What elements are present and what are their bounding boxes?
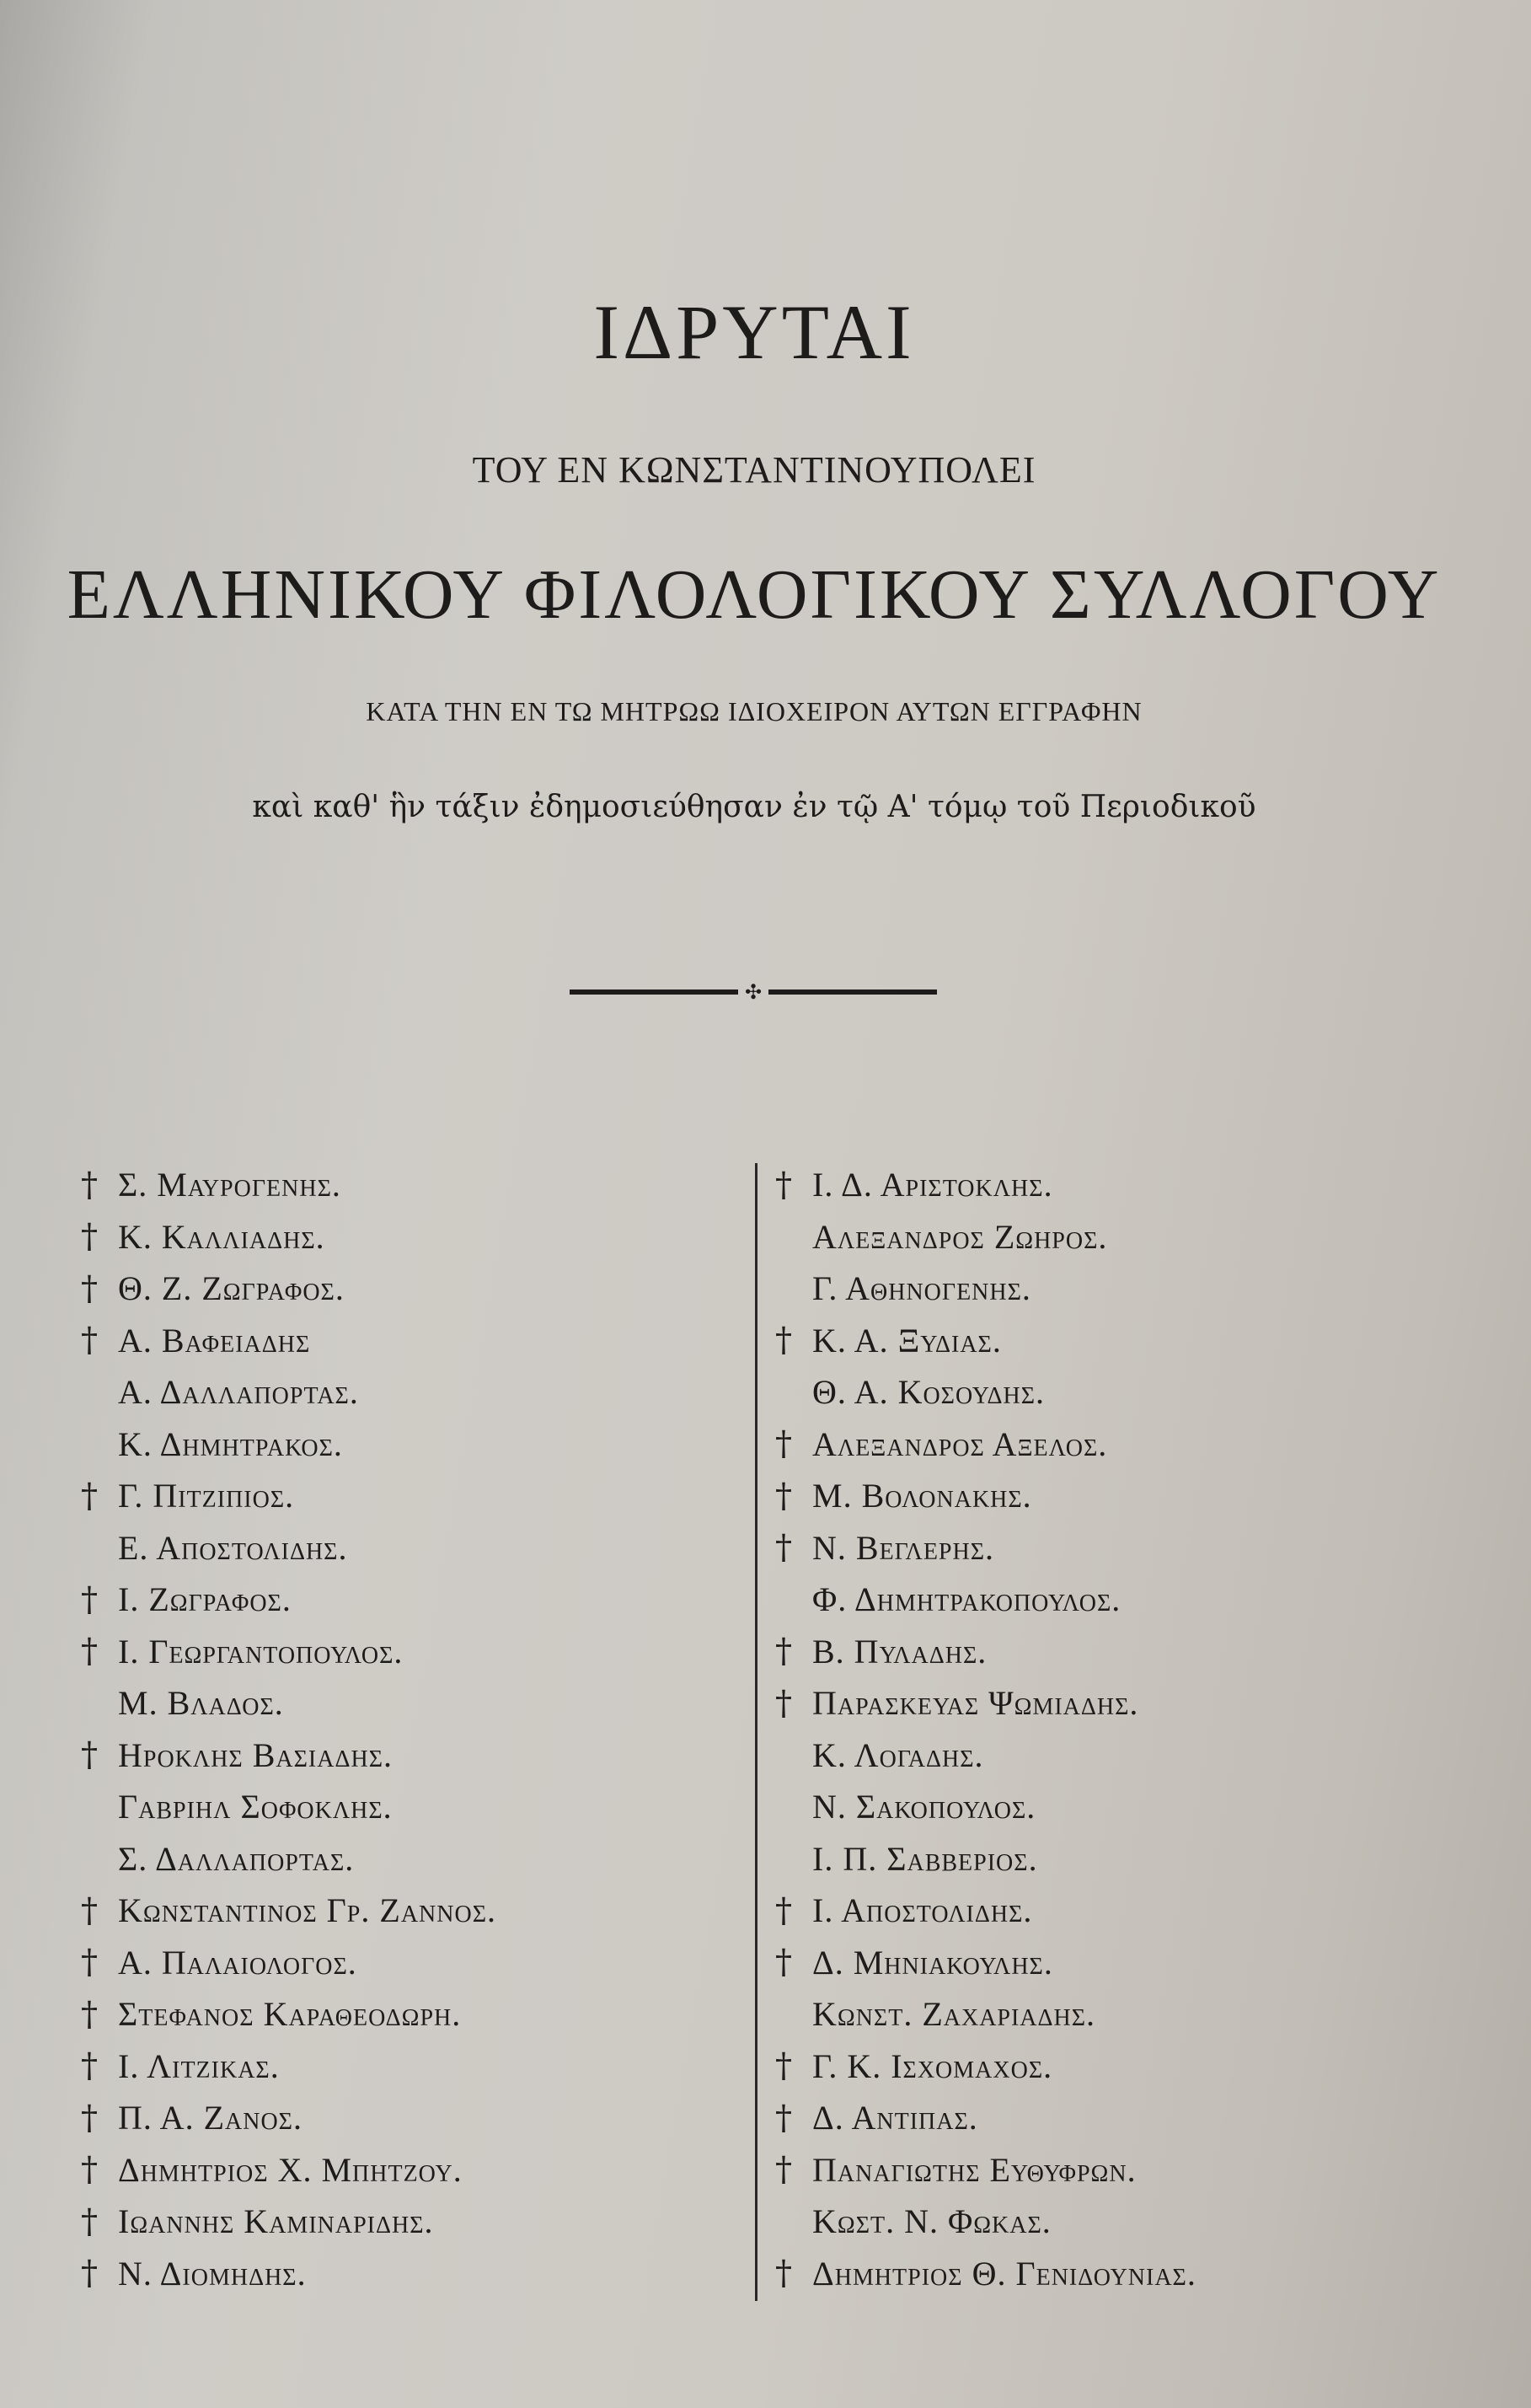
list-item — [775, 1263, 1449, 1315]
founder-name: Φ. Δημητρακοπουλος. — [812, 1580, 1121, 1619]
founder-name: Κ. Καλλιαδης. — [118, 1217, 325, 1256]
founder-name: Ι. Αποστολιδης. — [812, 1891, 1033, 1930]
list-item — [81, 1211, 755, 1263]
dagger-icon: † — [81, 1943, 98, 1982]
founder-name: Γ. Κ. Ισχομαχος. — [812, 2046, 1053, 2085]
founder-name: Κωστ. Ν. Φωκας. — [812, 2202, 1052, 2241]
founder-name: Ι. Ζωγραφος. — [118, 1580, 292, 1619]
founder-name: Ι. Γεωργαντοπουλος. — [118, 1632, 404, 1671]
founder-name: Σ. Δαλλαπορτας. — [118, 1839, 355, 1878]
dagger-icon: † — [81, 1632, 98, 1671]
list-item — [81, 1937, 755, 1989]
founder-name: Β. Πυλαδης. — [812, 1632, 988, 1671]
dagger-icon: † — [775, 1943, 792, 1982]
list-item — [775, 1574, 1449, 1626]
founder-name: Στεφανος Καραθεοδωρη. — [118, 1995, 462, 2034]
list-item — [81, 1730, 755, 1782]
dagger-icon: † — [81, 1268, 98, 1308]
dagger-icon: † — [775, 1321, 792, 1360]
founder-name: Θ. Ζ. Ζωγραφος. — [118, 1269, 345, 1308]
dagger-icon: † — [81, 1165, 98, 1204]
list-item — [81, 1833, 755, 1885]
dagger-icon: † — [81, 2202, 98, 2241]
list-item — [775, 1781, 1449, 1833]
ornament-rule — [570, 979, 937, 1005]
list-item — [775, 1988, 1449, 2041]
founder-name: Θ. Α. Κοσουδης. — [812, 1373, 1046, 1412]
dagger-icon: † — [775, 1476, 792, 1515]
list-item — [81, 1263, 755, 1315]
list-item — [81, 2041, 755, 2093]
list-item — [775, 2196, 1449, 2248]
list-item — [81, 1366, 755, 1419]
dagger-icon: † — [81, 1890, 98, 1930]
list-item — [775, 1730, 1449, 1782]
founder-name: Μ. Βλαδος. — [118, 1684, 284, 1723]
list-item — [775, 1315, 1449, 1367]
list-item — [81, 1885, 755, 1937]
column-divider — [755, 1163, 757, 2301]
dagger-icon: † — [81, 1735, 98, 1775]
dagger-icon: † — [775, 1165, 792, 1204]
founder-name: Κωνσταντινος Γρ. Ζαννος. — [118, 1891, 496, 1930]
founder-name: Π. Α. Ζανος. — [118, 2099, 302, 2137]
founder-name: Γαβριηλ Σοφοκλης. — [118, 1788, 393, 1826]
list-item — [775, 1885, 1449, 1937]
founder-name: Κ. Λογαδης. — [812, 1735, 984, 1774]
list-item — [81, 1470, 755, 1522]
dagger-icon: † — [775, 2046, 792, 2086]
list-item — [775, 1366, 1449, 1419]
dagger-icon: † — [775, 1632, 792, 1671]
founder-name: Κωνστ. Ζαχαριαδης. — [812, 1995, 1096, 2034]
ornament-bar-right — [768, 989, 937, 995]
founder-name: Ε. Αποστολιδης. — [118, 1528, 348, 1567]
list-item — [81, 1419, 755, 1471]
subtitle-society: ΕΛΛΗΝΙΚΟΥ ΦΙΛΟΛΟΓΙΚΟΥ ΣΥΛΛΟΓΟΥ — [67, 555, 1442, 634]
list-item — [775, 2092, 1449, 2144]
founder-name: Κ. Α. Ξυδιας. — [812, 1321, 1002, 1360]
founder-name: Δ. Μηνιακουλης. — [812, 1943, 1053, 1982]
founder-name: Α. Δαλλαπορτας. — [118, 1373, 359, 1412]
list-item — [81, 1988, 755, 2041]
founder-name: Γ. Αθηνογενης. — [812, 1269, 1031, 1308]
founders-list-left — [81, 1159, 755, 2299]
founder-name: Αλεξανδρος Αξελος. — [812, 1424, 1108, 1463]
list-item — [81, 1574, 755, 1626]
dagger-icon: † — [775, 2150, 792, 2190]
dagger-icon: † — [81, 2098, 98, 2137]
founder-name: Α. Βαφειαδης — [118, 1321, 311, 1360]
founder-name: Παναγιωτης Ευθυφρων. — [812, 2150, 1137, 2189]
list-item — [775, 1419, 1449, 1471]
dagger-icon: † — [775, 2254, 792, 2293]
founder-name: Δημητριος Χ. Μπητζου. — [118, 2150, 463, 2189]
dagger-icon: † — [775, 1424, 792, 1464]
founder-name: Ιωαννης Καμιναριδης. — [118, 2202, 434, 2241]
list-item — [81, 1626, 755, 1678]
founder-name: Κ. Δημητρακος. — [118, 1424, 343, 1463]
list-item — [81, 1677, 755, 1730]
list-item — [81, 1522, 755, 1574]
list-item — [81, 2248, 755, 2300]
list-item — [775, 1677, 1449, 1730]
list-item — [81, 2092, 755, 2144]
list-item — [775, 1937, 1449, 1989]
founder-name: Ν. Διομηδης. — [118, 2254, 307, 2293]
list-item — [775, 1833, 1449, 1885]
dagger-icon: † — [81, 1217, 98, 1257]
dagger-icon: † — [81, 1579, 98, 1619]
list-item — [775, 1211, 1449, 1263]
list-item — [775, 1522, 1449, 1574]
list-item — [775, 2144, 1449, 2196]
subtitle-order-note: καὶ καθ' ἣν τάξιν ἐδημοσιεύθησαν ἐν τῷ Α' τόμῳ τοῦ Περιοδικοῦ — [252, 790, 1256, 824]
list-item — [775, 2041, 1449, 2093]
dagger-icon: † — [81, 2046, 98, 2086]
founder-name: Ν. Σακοπουλος. — [812, 1788, 1036, 1826]
dagger-icon: † — [775, 1683, 792, 1723]
list-item — [775, 1470, 1449, 1522]
subtitle-city: ΤΟΥ ΕΝ ΚΩΝΣΤΑΝΤΙΝΟΥΠΟΛΕΙ — [472, 449, 1036, 491]
page-title: ΙΔΡΥΤΑΙ — [593, 289, 915, 375]
dagger-icon: † — [81, 1321, 98, 1360]
list-item — [81, 1315, 755, 1367]
dagger-icon: † — [775, 1528, 792, 1568]
founder-name: Α. Παλαιολογος. — [118, 1943, 357, 1982]
ornament-bar-left — [570, 989, 738, 995]
founder-name: Σ. Μαυρογενης. — [118, 1166, 341, 1204]
ornament-cross-icon: ✣ — [744, 980, 763, 1004]
founder-name: Ηροκλης Βασιαδης. — [118, 1735, 393, 1774]
list-item — [81, 1781, 755, 1833]
dagger-icon: † — [775, 1890, 792, 1930]
subtitle-register: ΚΑΤΑ ΤΗΝ ΕΝ ΤΩ ΜΗΤΡΩΩ ΙΔΙΟΧΕΙΡΟΝ ΑΥΤΩΝ ΕΓΓΡΑΦΗΝ — [366, 696, 1143, 727]
founder-name: Δ. Αντιπας. — [812, 2099, 978, 2137]
founder-name: Ν. Βεγλερης. — [812, 1528, 995, 1567]
founder-name: Γ. Πιτζιπιος. — [118, 1477, 295, 1515]
dagger-icon: † — [81, 1994, 98, 2034]
founder-name: Αλεξανδρος Ζωηρος. — [812, 1217, 1108, 1256]
list-item — [775, 1626, 1449, 1678]
list-item — [775, 1159, 1449, 1211]
founder-name: Ι. Δ. Αριστοκλης. — [812, 1166, 1053, 1204]
founder-name: Ι. Λιτζικας. — [118, 2046, 280, 2085]
list-item — [775, 2248, 1449, 2300]
founder-name: Δημητριος Θ. Γενιδουνιας. — [812, 2254, 1196, 2293]
founders-list-right — [775, 1159, 1449, 2299]
list-item — [81, 1159, 755, 1211]
list-item — [81, 2196, 755, 2248]
dagger-icon: † — [81, 1476, 98, 1515]
founder-name: Παρασκευας Ψωμιαδης. — [812, 1684, 1139, 1723]
list-item — [81, 2144, 755, 2196]
dagger-icon: † — [81, 2150, 98, 2190]
dagger-icon: † — [775, 2098, 792, 2137]
founder-name: Μ. Βολονακης. — [812, 1477, 1032, 1515]
dagger-icon: † — [81, 2254, 98, 2293]
founder-name: Ι. Π. Σαββεριος. — [812, 1839, 1038, 1878]
